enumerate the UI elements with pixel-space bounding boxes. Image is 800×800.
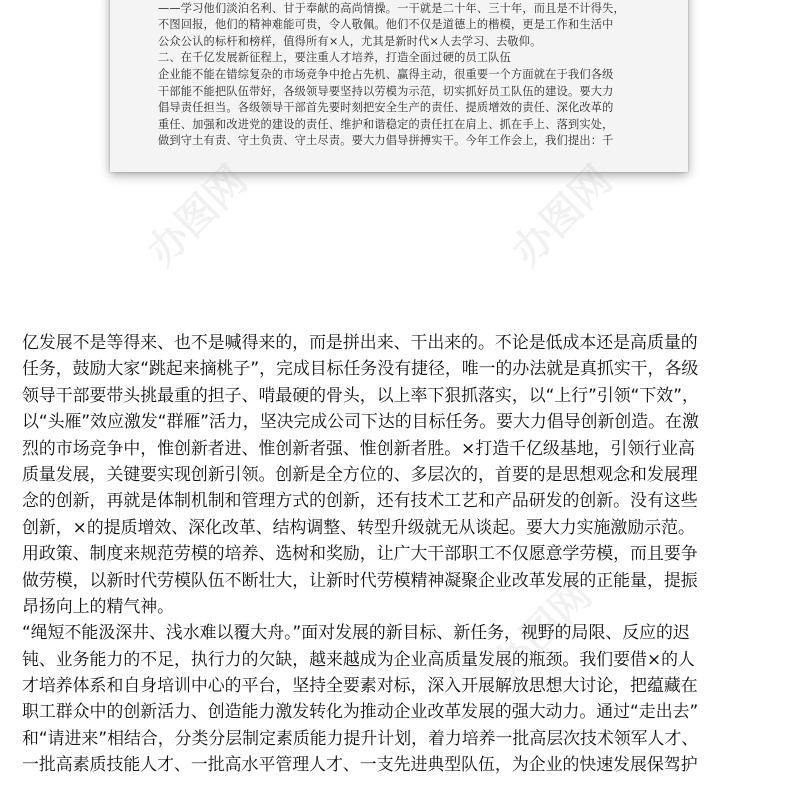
text-line: 一批高素质技能人才、一批高水平管理人才、一支先进典型队伍，为企业的快速发展保驾护 — [22, 754, 698, 775]
scanned-page-preview — [110, 0, 688, 172]
text-line: 才培养体系和自身培训中心的平台，坚持全要素对标，深入开展解放思想大讨论，把蕴藏在 — [22, 675, 698, 696]
card-line: 重任、加强和改进党的建设的责任、维护和谐稳定的责任扛在肩上、抓在手上、落到实处， — [158, 117, 614, 131]
card-line: 干部能不能把队伍带好，各级领导要坚持以劳模为示范，切实抓好员工队伍的建设。要大力 — [158, 84, 614, 98]
text-line: 职工群众中的创新活力、创造能力激发转化为推动企业改革发展的强大动力。通过“走出去” — [22, 701, 699, 722]
text-line: 以“头雁”效应激发“群雁”活力，坚决完成公司下达的目标任务。要大力倡导创新创造。在激 — [22, 411, 699, 432]
text-line: “绳短不能汲深井、浅水难以覆大舟。”面对发展的新目标、新任务，视野的局限、反应的迟 — [22, 622, 690, 643]
text-line: 烈的市场竞争中，惟创新者进、惟创新者强、惟创新者胜。×打造千亿级基地，引领行业高 — [22, 437, 695, 458]
watermark: 办图网 — [138, 157, 257, 275]
card-line: 公众公认的标杆和榜样，值得所有×人，尤其是新时代×人去学习、去敬仰。 — [158, 34, 542, 48]
text-line: 昂扬向上的精气神。 — [22, 595, 175, 616]
card-line: 倡导责任担当。各级领导干部首先要时刻把安全生产的责任、提质增效的责任、深化改革的 — [158, 101, 614, 115]
text-line: 钝、业务能力的不足，执行力的欠缺，越来越成为企业高质量发展的瓶颈。我们要借×的人 — [22, 648, 695, 669]
text-line: 领导干部要带头挑最重的担子、啃最硬的骨头，以上率下狠抓落实，以“上行”引领“下效”， — [22, 384, 699, 405]
text-line: 用政策、制度来规范劳模的培养、选树和奖励，让广大干部职工不仅愿意学劳模，而且要争 — [22, 543, 698, 564]
watermark: 办图网 — [503, 157, 622, 275]
text-line: 做劳模，以新时代劳模队伍不断壮大，让新时代劳模精神凝聚企业改革发展的正能量，提振 — [22, 569, 698, 590]
watermark: 办图网 — [483, 572, 602, 690]
text-line: 和“请进来”相结合，分类分层制定素质能力提升计划，着力培养一批高层次技术领军人才、 — [22, 727, 699, 748]
card-line: 企业能不能在错综复杂的市场竞争中抢占先机、赢得主动，很重要一个方面就在于我们各级 — [158, 67, 614, 81]
text-line: 念的创新，再就是体制机制和管理方式的创新，还有技术工艺和产品研发的创新。没有这些 — [22, 490, 698, 511]
card-line: 二、在千亿发展新征程上，要注重人才培养，打造全面过硬的员工队伍 — [158, 51, 512, 65]
document-body — [22, 329, 782, 778]
scanned-page-text — [158, 0, 658, 150]
text-line: 质量发展，关键要实现创新引领。创新是全方位的、多层次的，首要的是思想观念和发展理 — [22, 463, 698, 484]
card-line: 不图回报，他们的精神难能可贵，令人敬佩。他们不仅是道德上的楷模，更是工作和生活中 — [158, 18, 614, 32]
card-line: ——学习他们淡泊名利、甘于奉献的高尚情操。一干就是二十年、三十年，而且是不计得失， — [158, 1, 625, 15]
text-line: 创新，×的提质增效、深化改革、结构调整、转型升级就无从谈起。要大力实施激励示范。 — [22, 516, 695, 537]
text-line: 亿发展不是等得来、也不是喊得来的，而是拼出来、干出来的。不论是低成本还是高质量的 — [22, 332, 698, 352]
text-line: 任务，鼓励大家“跳起来摘桃子”，完成目标任务没有捷径，唯一的办法就是真抓实干，各级 — [22, 358, 699, 379]
card-line: 做到守土有责、守土负责、守土尽责。要大力倡导拼搏实干。今年工作会上，我们提出：千 — [158, 134, 614, 148]
